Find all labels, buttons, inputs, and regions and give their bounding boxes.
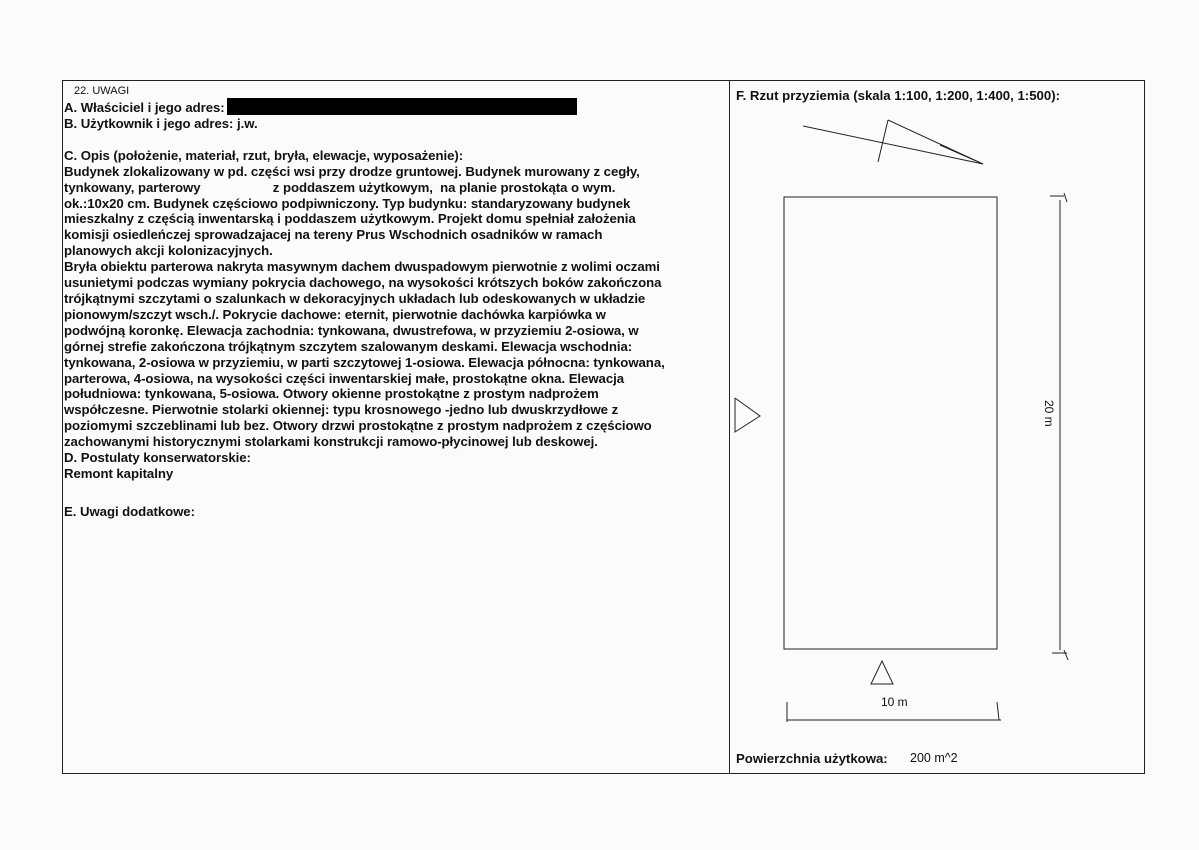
description-line: tynkowany, parterowy z poddaszem użytkowym, na planie prostokąta o wym. [64,179,616,195]
description-line: Bryła obiektu parterowa nakryta masywnym dachem dwuspadowym pierwotnie z wolimi oczami [64,259,660,275]
entrance-marker-icon [735,398,760,432]
description-line: planowych akcji kolonizacyjnych. [64,243,273,259]
remarks-panel [64,84,729,520]
description-line: poziomymi szczeblinami lub bez. Otwory drzwi prostokątne z prostym nadprożem z częściowo [64,418,652,434]
description-line: południowa: tynkowana, 5-osiowa. Otwory okienne prostokątne z prostym nadprożem [64,386,599,402]
owner-label: A. Właściciel i jego adres: [64,100,225,115]
section-number: 22. UWAGI [74,85,130,97]
description-line: ok.:10x20 cm. Budynek częściowo podpiwniczony. Typ budynku: standaryzowany budynek [64,195,631,211]
description-line: górnej strefie zakończona trójkątnym szczytem szalowanym deskami. Elewacja wschodnia: [64,338,633,354]
width-dimension-label: 10 m [881,695,908,709]
usable-area-label: Powierzchnia użytkowa: [736,751,888,766]
additional-remarks-heading: E. Uwagi dodatkowe: [64,503,195,519]
owner-row [64,98,729,116]
length-dimension-label: 20 m [1042,400,1056,427]
user-row: B. Użytkownik i jego adres: j.w. [64,115,258,131]
description-line: trójkątnymi szczytami o szalunkach w dekoracyjnych układach lub odeskowanych w układzie [64,290,646,306]
description-line: współczesne. Pierwotnie stolarki okiennej: typu krosnowego -jedno lub dwuskrzydłowe z [64,402,619,418]
usable-area-value: 200 m^2 [910,751,958,765]
floor-plan-title: F. Rzut przyziemia (skala 1:100, 1:200, 1:400, 1:500): [736,88,1060,103]
description-line: podwójną koronkę. Elewacja zachodnia: tynkowana, dwustrefowa, w przyziemiu 2-osiowa, w [64,322,639,338]
description-heading: C. Opis (położenie, materiał, rzut, bryła, elewacje, wyposażenie): [64,147,464,163]
description-line: pionowym/szczyt wsch./. Pokrycie dachowe: eternit, pierwotnie dachówka karpiówka w [64,306,606,322]
floor-plan-drawing [730,80,1145,774]
postulates-heading: D. Postulaty konserwatorskie: [64,450,251,466]
description-line: komisji osiedleńczej sprowadzajacej na tereny Prus Wschodnich osadników w ramach [64,227,603,243]
description-line: Budynek zlokalizowany w pd. części wsi przy drodze gruntowej. Budynek murowany z cegły, [64,163,640,179]
entrance-triangle-icon [871,661,893,684]
redacted-address [227,98,577,115]
description-line: zachowanymi historycznymi stolarkami konstrukcji ramowo-płycinowej lub deskowej. [64,434,598,450]
description-line: mieszkalny z częścią inwentarską i poddaszem użytkowym. Projekt domu spełniał założenia [64,211,636,227]
description-line: parterowa, 4-osiowa, na wysokości części inwentarskiej małe, prostokątne okna. Elewacja [64,370,625,386]
description-line: tynkowana, 2-osiowa w przyziemiu, w parti szczytowej 1-osiowa. Elewacja północna: tynkowana, [64,354,665,370]
postulates-text: Remont kapitalny [64,465,174,481]
building-footprint [784,197,997,649]
description-line: usunietymi podczas wymiany pokrycia dachowego, na wysokości krótszych boków zakończona [64,275,662,291]
north-arrow-icon [803,120,983,164]
